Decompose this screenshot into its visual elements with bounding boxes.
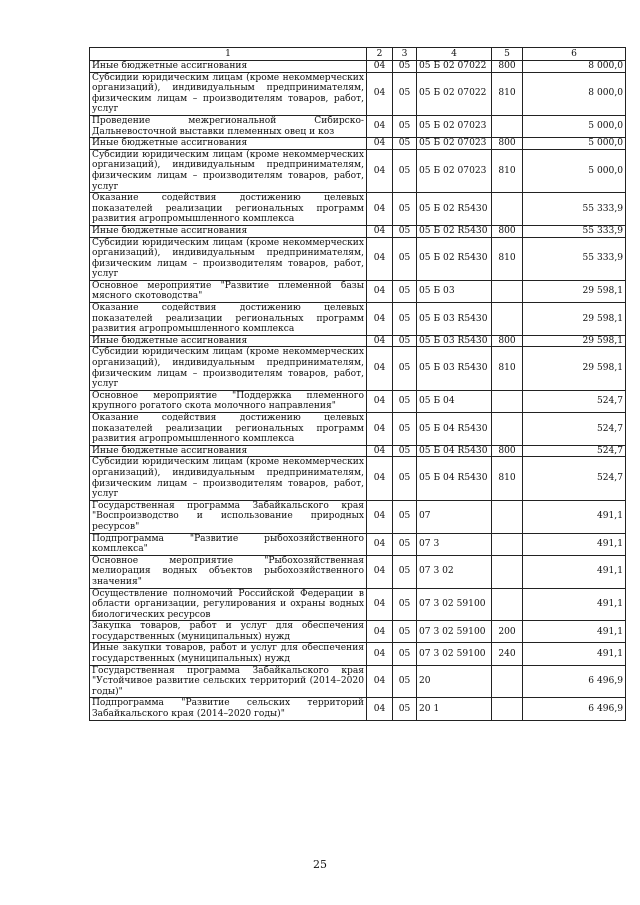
cell-amount: 29 598,1 [523, 335, 626, 347]
cell-section: 04 [367, 138, 393, 150]
cell-expense-type: 800 [492, 138, 523, 150]
cell-expense-type [492, 193, 523, 226]
cell-name: Иные бюджетные ассигнования [90, 445, 367, 457]
table-row [90, 303, 626, 336]
cell-expense-type: 800 [492, 61, 523, 73]
cell-name: Осуществление полномочий Российской Федерации в области организации, регулирования и охраны водных биологических ресурсов [90, 588, 367, 621]
header-col-1: 1 [90, 48, 367, 61]
cell-amount: 55 333,9 [523, 237, 626, 280]
cell-section: 04 [367, 621, 393, 643]
cell-amount: 524,7 [523, 390, 626, 412]
cell-subsection: 05 [393, 347, 417, 390]
cell-expense-type [492, 533, 523, 555]
cell-expense-type: 810 [492, 72, 523, 115]
cell-section: 04 [367, 115, 393, 137]
cell-target-article: 07 3 02 [417, 555, 492, 588]
cell-section: 04 [367, 665, 393, 698]
cell-target-article: 05 Б 03 R5430 [417, 303, 492, 336]
cell-target-article: 07 3 02 59100 [417, 643, 492, 665]
cell-expense-type [492, 555, 523, 588]
cell-amount: 491,1 [523, 621, 626, 643]
cell-subsection: 05 [393, 72, 417, 115]
table-row [90, 555, 626, 588]
cell-target-article: 05 Б 03 R5430 [417, 347, 492, 390]
cell-name: Подпрограмма "Развитие сельских территорий Забайкальского края (2014–2020 годы)" [90, 698, 367, 720]
cell-amount: 5 000,0 [523, 149, 626, 192]
page-number: 25 [313, 858, 327, 871]
cell-name: Субсидии юридическим лицам (кроме некоммерческих организаций), индивидуальным предпринимателям, физическим лицам – производителям товаров, работ, услуг [90, 72, 367, 115]
table-row [90, 665, 626, 698]
cell-name: Оказание содействия достижению целевых показателей реализации региональных программ развития агропромышленного комплекса [90, 413, 367, 446]
table-row [90, 588, 626, 621]
header-col-6: 6 [523, 48, 626, 61]
table-row [90, 533, 626, 555]
table-row [90, 61, 626, 73]
header-col-5: 5 [492, 48, 523, 61]
cell-amount: 491,1 [523, 555, 626, 588]
cell-subsection: 05 [393, 149, 417, 192]
cell-expense-type [492, 413, 523, 446]
cell-expense-type: 200 [492, 621, 523, 643]
cell-expense-type [492, 500, 523, 533]
cell-section: 04 [367, 303, 393, 336]
cell-section: 04 [367, 643, 393, 665]
cell-section: 04 [367, 413, 393, 446]
cell-section: 04 [367, 335, 393, 347]
cell-subsection: 05 [393, 698, 417, 720]
cell-name: Закупка товаров, работ и услуг для обеспечения государственных (муниципальных) нужд [90, 621, 367, 643]
cell-expense-type: 810 [492, 237, 523, 280]
cell-subsection: 05 [393, 115, 417, 137]
cell-subsection: 05 [393, 61, 417, 73]
cell-target-article: 05 Б 02 R5430 [417, 237, 492, 280]
cell-expense-type [492, 698, 523, 720]
cell-expense-type [492, 390, 523, 412]
table-row [90, 445, 626, 457]
cell-amount: 29 598,1 [523, 303, 626, 336]
cell-amount: 524,7 [523, 457, 626, 500]
cell-target-article: 05 Б 03 [417, 280, 492, 302]
table-row [90, 225, 626, 237]
cell-subsection: 05 [393, 237, 417, 280]
cell-target-article: 07 3 02 59100 [417, 588, 492, 621]
cell-section: 04 [367, 457, 393, 500]
cell-name: Оказание содействия достижению целевых показателей реализации региональных программ развития агропромышленного комплекса [90, 303, 367, 336]
cell-section: 04 [367, 347, 393, 390]
cell-expense-type [492, 280, 523, 302]
cell-subsection: 05 [393, 555, 417, 588]
cell-name: Основное мероприятие "Поддержка племенного крупного рогатого скота молочного направления" [90, 390, 367, 412]
cell-subsection: 05 [393, 335, 417, 347]
cell-amount: 491,1 [523, 643, 626, 665]
cell-name: Иные бюджетные ассигнования [90, 335, 367, 347]
cell-section: 04 [367, 237, 393, 280]
header-col-3: 3 [393, 48, 417, 61]
cell-expense-type: 240 [492, 643, 523, 665]
cell-expense-type: 800 [492, 225, 523, 237]
cell-name: Иные бюджетные ассигнования [90, 61, 367, 73]
cell-section: 04 [367, 193, 393, 226]
cell-section: 04 [367, 149, 393, 192]
cell-name: Иные закупки товаров, работ и услуг для обеспечения государственных (муниципальных) нужд [90, 643, 367, 665]
cell-target-article: 20 1 [417, 698, 492, 720]
cell-amount: 8 000,0 [523, 61, 626, 73]
cell-expense-type: 810 [492, 149, 523, 192]
cell-target-article: 05 Б 03 R5430 [417, 335, 492, 347]
cell-subsection: 05 [393, 665, 417, 698]
cell-target-article: 05 Б 02 07022 [417, 61, 492, 73]
cell-subsection: 05 [393, 138, 417, 150]
cell-expense-type: 810 [492, 457, 523, 500]
table-row [90, 500, 626, 533]
cell-subsection: 05 [393, 413, 417, 446]
cell-name: Проведение межрегиональной Сибирско-Дальневосточной выставки племенных овец и коз [90, 115, 367, 137]
cell-name: Подпрограмма "Развитие рыбохозяйственного комплекса" [90, 533, 367, 555]
cell-name: Иные бюджетные ассигнования [90, 138, 367, 150]
cell-section: 04 [367, 698, 393, 720]
cell-expense-type [492, 665, 523, 698]
cell-subsection: 05 [393, 533, 417, 555]
cell-name: Государственная программа Забайкальского края "Устойчивое развитие сельских территорий (2014–2020 годы)" [90, 665, 367, 698]
cell-target-article: 05 Б 04 R5430 [417, 457, 492, 500]
cell-target-article: 05 Б 02 R5430 [417, 225, 492, 237]
cell-name: Оказание содействия достижению целевых показателей реализации региональных программ развития агропромышленного комплекса [90, 193, 367, 226]
cell-target-article: 05 Б 02 07023 [417, 149, 492, 192]
cell-name: Субсидии юридическим лицам (кроме некоммерческих организаций), индивидуальным предпринимателям, физическим лицам – производителям товаров, работ, услуг [90, 347, 367, 390]
table-row [90, 413, 626, 446]
table-row [90, 643, 626, 665]
cell-amount: 5 000,0 [523, 138, 626, 150]
header-col-2: 2 [367, 48, 393, 61]
table-row [90, 149, 626, 192]
cell-name: Основное мероприятие "Рыбохозяйственная мелиорация водных объектов рыбохозяйственного значения" [90, 555, 367, 588]
table-row [90, 457, 626, 500]
cell-expense-type [492, 115, 523, 137]
cell-name: Субсидии юридическим лицам (кроме некоммерческих организаций), индивидуальным предпринимателям, физическим лицам – производителям товаров, работ, услуг [90, 237, 367, 280]
cell-amount: 8 000,0 [523, 72, 626, 115]
cell-section: 04 [367, 445, 393, 457]
cell-subsection: 05 [393, 643, 417, 665]
cell-subsection: 05 [393, 225, 417, 237]
cell-name: Субсидии юридическим лицам (кроме некоммерческих организаций), индивидуальным предпринимателям, физическим лицам – производителям товаров, работ, услуг [90, 149, 367, 192]
table-body [90, 61, 626, 721]
cell-expense-type [492, 588, 523, 621]
cell-target-article: 05 Б 02 R5430 [417, 193, 492, 226]
table-row [90, 72, 626, 115]
header-col-4: 4 [417, 48, 492, 61]
cell-section: 04 [367, 500, 393, 533]
cell-expense-type: 800 [492, 335, 523, 347]
table-row [90, 335, 626, 347]
cell-subsection: 05 [393, 588, 417, 621]
cell-subsection: 05 [393, 193, 417, 226]
cell-section: 04 [367, 225, 393, 237]
cell-subsection: 05 [393, 457, 417, 500]
cell-subsection: 05 [393, 280, 417, 302]
budget-table [89, 47, 626, 721]
table-row [90, 621, 626, 643]
cell-amount: 5 000,0 [523, 115, 626, 137]
cell-target-article: 05 Б 02 07023 [417, 138, 492, 150]
cell-section: 04 [367, 61, 393, 73]
cell-section: 04 [367, 72, 393, 115]
cell-section: 04 [367, 533, 393, 555]
cell-amount: 524,7 [523, 413, 626, 446]
cell-amount: 29 598,1 [523, 280, 626, 302]
cell-target-article: 05 Б 04 R5430 [417, 413, 492, 446]
cell-subsection: 05 [393, 445, 417, 457]
cell-subsection: 05 [393, 500, 417, 533]
cell-expense-type: 810 [492, 347, 523, 390]
cell-expense-type [492, 303, 523, 336]
cell-amount: 55 333,9 [523, 225, 626, 237]
cell-name: Иные бюджетные ассигнования [90, 225, 367, 237]
table-row [90, 280, 626, 302]
cell-subsection: 05 [393, 303, 417, 336]
table-row [90, 115, 626, 137]
table-row [90, 347, 626, 390]
cell-name: Субсидии юридическим лицам (кроме некоммерческих организаций), индивидуальным предпринимателям, физическим лицам – производителям товаров, работ, услуг [90, 457, 367, 500]
cell-expense-type: 800 [492, 445, 523, 457]
cell-target-article: 05 Б 04 R5430 [417, 445, 492, 457]
table-row [90, 390, 626, 412]
cell-target-article: 07 3 [417, 533, 492, 555]
cell-section: 04 [367, 588, 393, 621]
cell-section: 04 [367, 555, 393, 588]
cell-target-article: 07 3 02 59100 [417, 621, 492, 643]
cell-target-article: 05 Б 02 07023 [417, 115, 492, 137]
table-row [90, 698, 626, 720]
cell-amount: 524,7 [523, 445, 626, 457]
table-row [90, 138, 626, 150]
cell-section: 04 [367, 280, 393, 302]
cell-target-article: 05 Б 04 [417, 390, 492, 412]
table-row [90, 193, 626, 226]
cell-amount: 491,1 [523, 500, 626, 533]
table-header-row [90, 48, 626, 61]
cell-section: 04 [367, 390, 393, 412]
cell-amount: 491,1 [523, 533, 626, 555]
cell-subsection: 05 [393, 390, 417, 412]
cell-target-article: 20 [417, 665, 492, 698]
cell-subsection: 05 [393, 621, 417, 643]
cell-name: Основное мероприятие "Развитие племенной базы мясного скотоводства" [90, 280, 367, 302]
cell-amount: 55 333,9 [523, 193, 626, 226]
cell-amount: 29 598,1 [523, 347, 626, 390]
cell-name: Государственная программа Забайкальского края "Воспроизводство и использование природных ресурсов" [90, 500, 367, 533]
table-row [90, 237, 626, 280]
cell-amount: 491,1 [523, 588, 626, 621]
cell-target-article: 05 Б 02 07022 [417, 72, 492, 115]
cell-amount: 6 496,9 [523, 665, 626, 698]
cell-amount: 6 496,9 [523, 698, 626, 720]
cell-target-article: 07 [417, 500, 492, 533]
